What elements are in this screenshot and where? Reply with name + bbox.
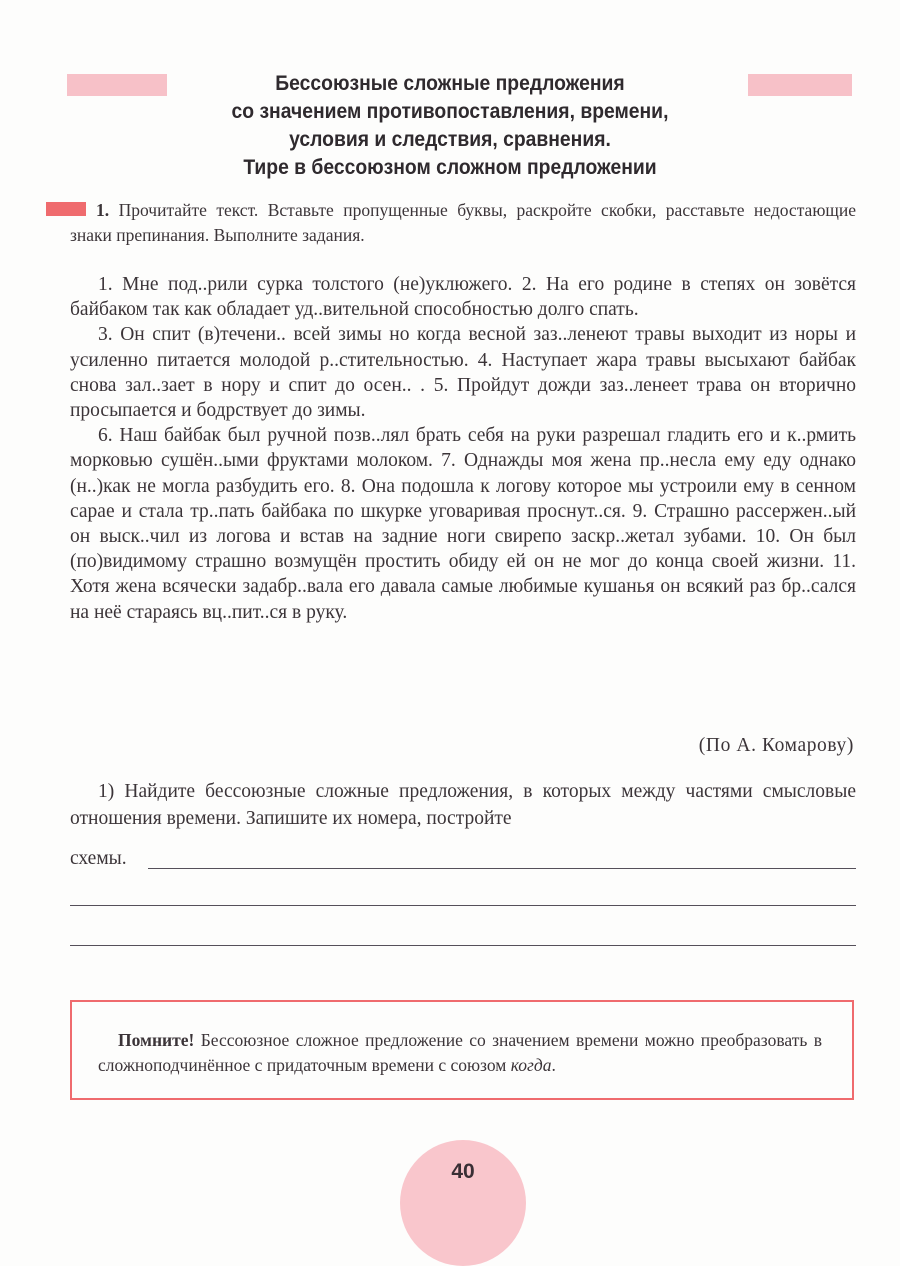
answer-line[interactable] (70, 905, 856, 906)
remember-text-end: . (551, 1055, 556, 1075)
schemes-label: схемы. (70, 848, 127, 869)
header-decoration-right (748, 74, 852, 96)
title-line: Бессоюзные сложные предложения (275, 72, 625, 95)
section-title (146, 70, 753, 182)
task-instruction-text: Прочитайте текст. Вставьте пропущенные буквы, раскройте скобки, расставьте недостающие знаки препинания. Выполните задания. (70, 200, 857, 245)
remember-note (70, 1000, 854, 1100)
page-number-badge (400, 1140, 526, 1266)
title-line: Тире в бессоюзном сложном предложении (243, 156, 657, 179)
title-line: условия и следствия, сравнения. (289, 128, 611, 151)
title-line: со значением противопоставления, времени, (231, 100, 669, 123)
text-paragraph: 6. Наш байбак был ручной позв..лял брать себя на руки разрешал гладить его и к..рмить морковью сушён..ыми фруктами молоком. 7. Однажды моя жена пр..несла ему еду однако (н..)как не могла разбудить его. 8. Она подошла к логову которое мы устроили ему в сенном сарае и стала тр..пать байбака по шкурке уговаривая проснут..ся. 9. Страшно рассержен..ый он выск..чил из логова и встав на задние ноги свирепо заскр..жетал зубами. 10. Он был (по)видимому страшно возмущён простить обиду ей он не мог до конца своей жизни. 11. Хотя жена всячески задабр..вала его давала самые любимые кушанья он всякий раз бр..сался на неё стараясь вц..пит..ся в руку. (70, 425, 856, 623)
task-instruction (70, 198, 856, 248)
page-number: 40 (451, 1160, 475, 1183)
text-paragraph: 3. Он спит (в)течени.. всей зимы но когда весной заз..ленеют травы выходит из норы и усиленно питается молодой р..стительностью. 4. Наступает жара травы высыхают байбак снова зал..зает в нору и спит до осен.. . 5. Пройдут дожди заз..ленеет трава он вторично просыпается и бодрствует до зимы. (70, 324, 856, 422)
text-attribution: (По А. Комарову) (698, 735, 854, 756)
question-1: 1) Найдите бессоюзные сложные предложения, в которых между частями смысловые отношения времени. Запишите их номера, постройте (70, 781, 856, 829)
answer-line[interactable] (70, 945, 856, 946)
remember-label: Помните! (118, 1030, 195, 1050)
task-number: 1. (96, 200, 110, 220)
text-paragraph: 1. Мне под..рили сурка толстого (не)уклюжего. 2. На его родине в степях он зовётся байбаком так как обладает уд..вительной способностью долго спать. (70, 274, 856, 321)
remember-text: Бессоюзное сложное предложение со значением времени можно преобразовать в сложноподчинённое с придаточным времени с союзом (98, 1030, 822, 1075)
exercise-text (70, 272, 856, 625)
remember-keyword: когда (510, 1055, 552, 1075)
answer-line[interactable] (148, 868, 856, 869)
